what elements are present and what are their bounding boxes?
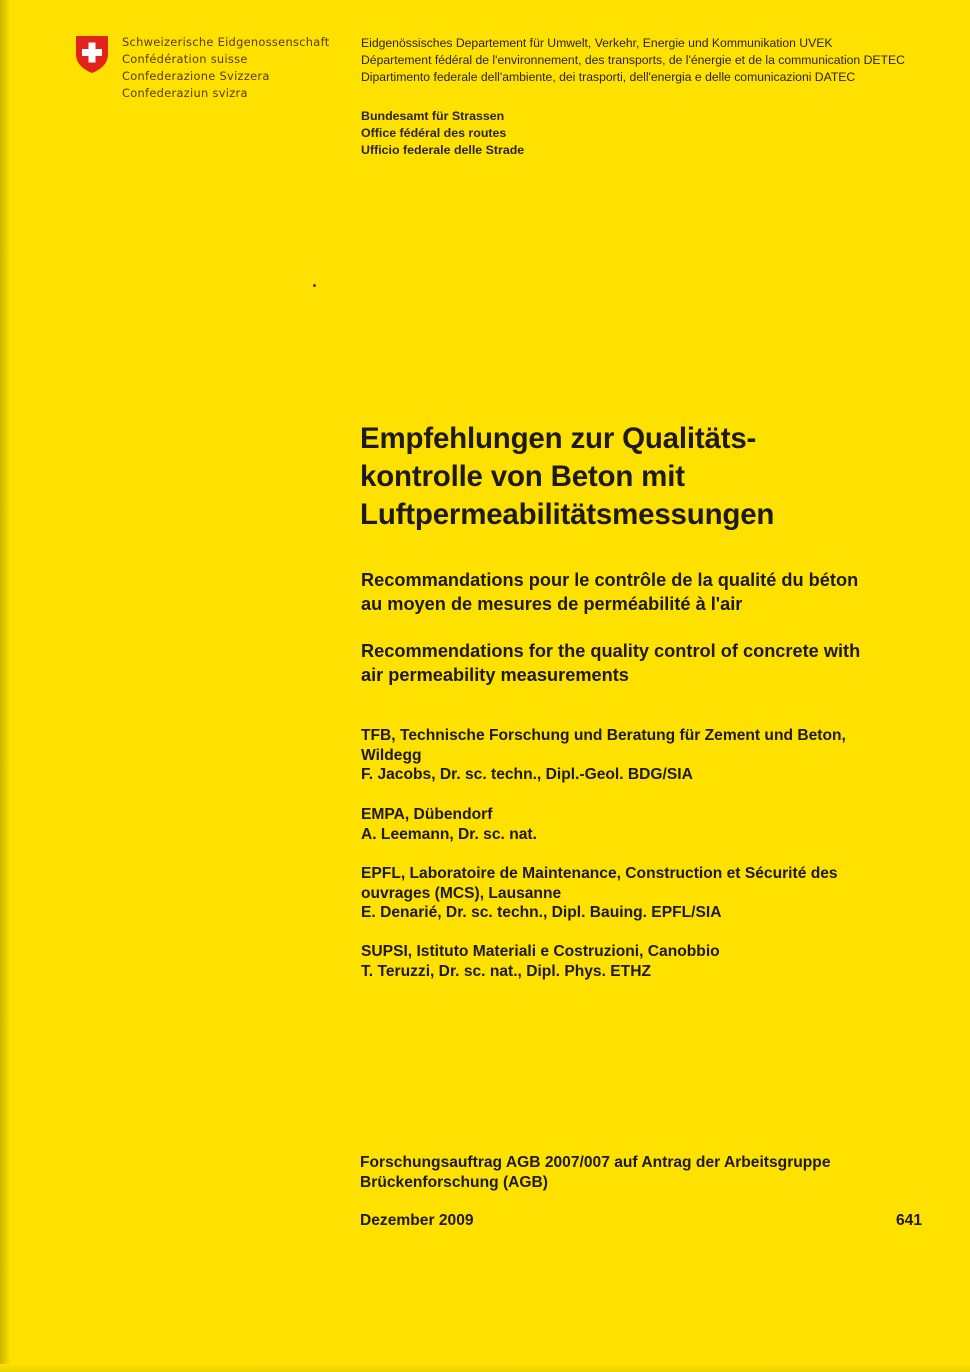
office-line-it: Ufficio federale delle Strade	[361, 143, 525, 157]
author-line: E. Denarié, Dr. sc. techn., Dipl. Bauing. EPFL/SIA	[361, 904, 722, 922]
research-mandate	[360, 1153, 920, 1192]
report-number: 641	[895, 1212, 922, 1229]
institution-line: TFB, Technische Forschung und Beratung für Zement und Beton,	[361, 727, 846, 744]
subtitle-line: au moyen de mesures de perméabilité à l'air	[361, 594, 743, 614]
subtitle-line: Recommendations for the quality control of concrete with	[361, 641, 861, 661]
subtitle-line: Recommandations pour le contrôle de la qualité du béton	[361, 570, 859, 590]
author-line: F. Jacobs, Dr. sc. techn., Dipl.-Geol. BDG/SIA	[361, 766, 693, 784]
institution-line: SUPSI, Istituto Materiali e Costruzioni, Canobbio	[361, 943, 720, 960]
title-line: Empfehlungen zur Qualitäts-	[360, 422, 757, 455]
department-block	[361, 35, 905, 86]
cross-horizontal	[82, 49, 102, 56]
department-line-fr: Département fédéral de l'environnement, des transports, de l'énergie et de la communication DETEC	[361, 53, 905, 67]
document-title	[360, 420, 920, 534]
institution-line: EPFL, Laboratoire de Maintenance, Construction et Sécurité des	[361, 865, 838, 882]
confederation-line-rm: Confederaziun svizra	[122, 86, 248, 100]
institution-line: EMPA, Dübendorf	[361, 806, 493, 823]
subtitle-english	[361, 639, 941, 687]
office-block	[361, 108, 524, 159]
confederation-line-it: Confederazione Svizzera	[122, 69, 270, 83]
office-line-de: Bundesamt für Strassen	[361, 109, 505, 123]
title-line: kontrolle von Beton mit	[360, 460, 685, 493]
institution-empa	[361, 805, 921, 844]
institution-epfl	[361, 864, 921, 923]
confederation-line-fr: Confédération suisse	[122, 52, 248, 66]
department-line-it: Dipartimento federale dell'ambiente, dei trasporti, dell'energia e delle comunicazioni DATEC	[361, 70, 856, 84]
research-line: Forschungsauftrag AGB 2007/007 auf Antrag der Arbeitsgruppe	[360, 1154, 831, 1171]
confederation-line-de: Schweizerische Eidgenossenschaft	[122, 35, 330, 49]
institution-supsi	[361, 942, 921, 981]
research-line: Brückenforschung (AGB)	[360, 1173, 549, 1191]
subtitle-french	[361, 568, 941, 616]
institution-tfb	[361, 726, 921, 785]
page-left-edge	[0, 0, 10, 1372]
swiss-shield-svg	[74, 34, 110, 74]
title-line: Luftpermeabilitätsmessungen	[360, 498, 775, 531]
swiss-coat-of-arms-icon	[74, 34, 110, 74]
publication-date: Dezember 2009	[360, 1212, 474, 1229]
department-line-de: Eidgenössisches Departement für Umwelt, Verkehr, Energie und Kommunikation UVEK	[361, 36, 833, 50]
confederation-names	[122, 34, 329, 102]
author-line: T. Teruzzi, Dr. sc. nat., Dipl. Phys. ETHZ	[361, 962, 651, 980]
subtitle-line: air permeability measurements	[361, 665, 629, 685]
page-bottom-edge	[0, 1364, 970, 1372]
institution-line: ouvrages (MCS), Lausanne	[361, 884, 562, 902]
print-speck	[313, 284, 316, 287]
author-line: A. Leemann, Dr. sc. nat.	[361, 825, 537, 843]
institution-line: Wildegg	[361, 746, 422, 764]
office-line-fr: Office fédéral des routes	[361, 126, 507, 140]
